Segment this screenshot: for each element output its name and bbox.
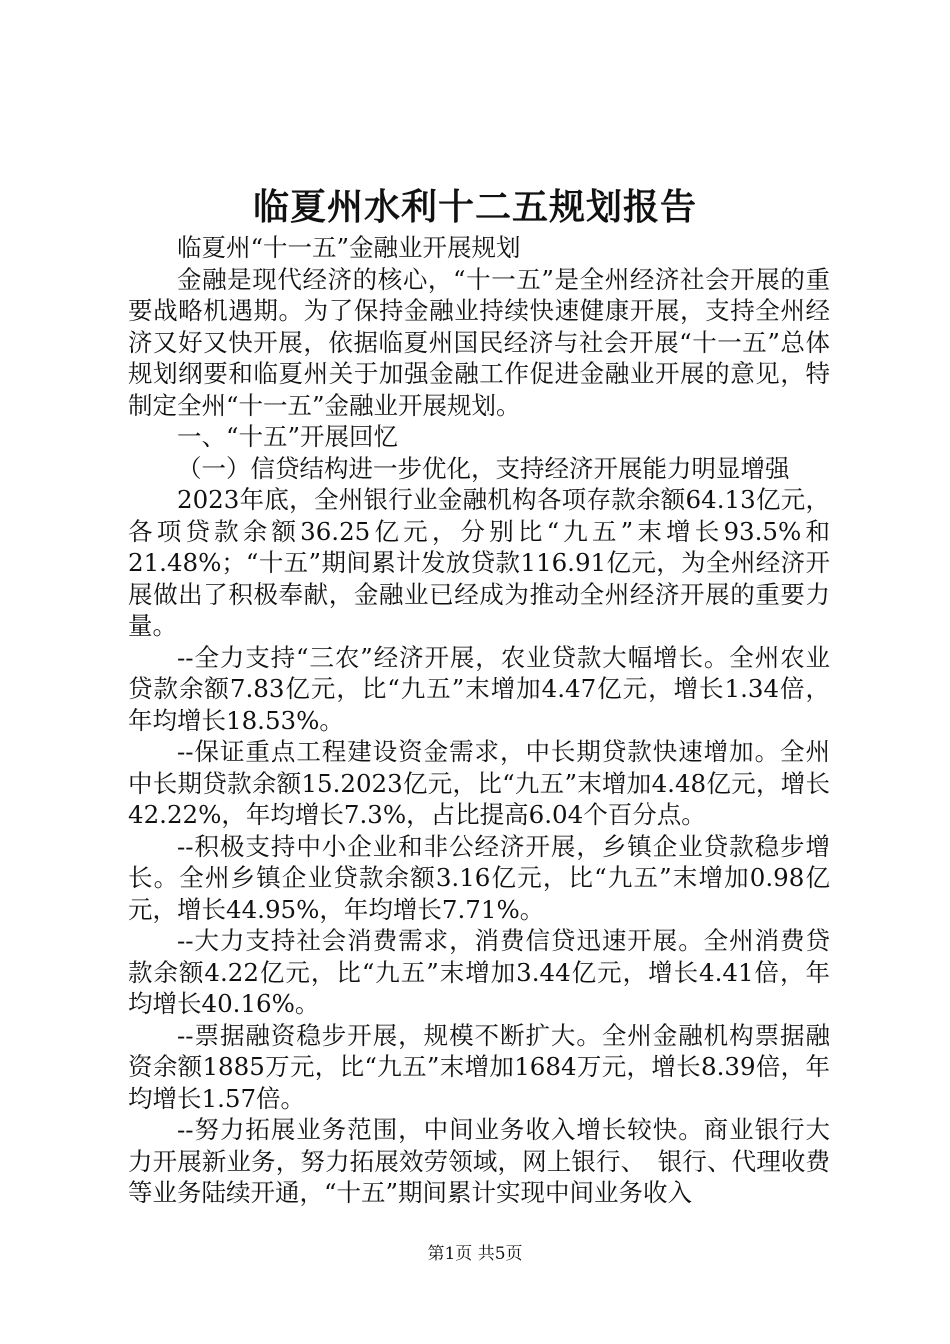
subtitle-paragraph: 临夏州“十一五”金融业开展规划 [177, 233, 521, 262]
body-paragraph: --保证重点工程建设资金需求，中长期贷款快速增加。全州中长期贷款余额15.2023亿元，比“九五”末增加4.48亿元，增长42.22%，年均增长7.3%，占比提高6.04个百分点。 [128, 737, 830, 829]
subsection-heading: （一）信贷结构进一步优化，支持经济开展能力明显增强 [177, 453, 790, 483]
document-body [128, 232, 830, 1209]
intro-paragraph: 金融是现代经济的核心，“十一五”是全州经济社会开展的重要战略机遇期。为了保持金融业持续快速健康开展，支持全州经济又好又快开展，依据临夏州国民经济与社会开展“十一五”总体规划纲要和临夏州关于加强金融工作促进金融业开展的意见，特制定全州“十一五”金融业开展规划。 [128, 264, 830, 420]
body-paragraph: --积极支持中小企业和非公经济开展，乡镇企业贷款稳步增长。全州乡镇企业贷款余额3.16亿元，比“九五”末增加0.98亿元，增长44.95%，年均增长7.71%。 [128, 831, 830, 924]
page-footer: 第1页 共5页 [427, 1244, 523, 1264]
body-paragraph: --全力支持“三农”经济开展，农业贷款大幅增长。全州农业贷款余额7.83亿元，比“九五”末增加4.47亿元，增长1.34倍，年均增长18.53%。 [128, 642, 830, 735]
section-heading: 一、“十五”开展回忆 [177, 422, 399, 451]
body-paragraph: --努力拓展业务范围，中间业务收入增长较快。商业银行大力开展新业务，努力拓展效劳领域，网上银行、 银行、代理收费等业务陆续开通，“十五”期间累计实现中间业务收入 [128, 1115, 830, 1207]
body-paragraph: --票据融资稳步开展，规模不断扩大。全州金融机构票据融资余额1885万元，比“九五”末增加1684万元，增长8.39倍，年均增长1.57倍。 [128, 1020, 830, 1113]
body-paragraph: 2023年底，全州银行业金融机构各项存款余额64.13亿元，各项贷款余额36.25亿元，分别比“九五”末增长93.5%和21.48%；“十五”期间累计发放贷款116.91亿元，为全州经济开展做出了积极奉献，金融业已经成为推动全州经济开展的重要力量。 [128, 485, 830, 640]
document-title: 临夏州水利十二五规划报告 [252, 186, 697, 228]
body-paragraph: --大力支持社会消费需求，消费信贷迅速开展。全州消费贷款余额4.22亿元，比“九五”末增加3.44亿元，增长4.41倍，年均增长40.16%。 [128, 926, 830, 1018]
